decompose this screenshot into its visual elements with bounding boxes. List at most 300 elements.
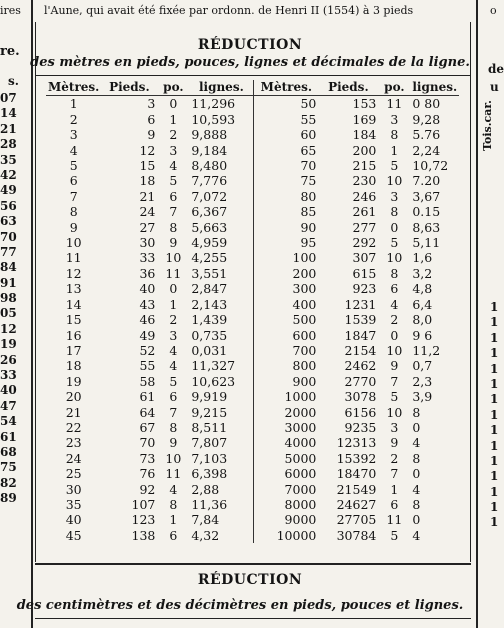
cell-lignes: 8,480 xyxy=(189,158,254,173)
cell-po: 0 xyxy=(169,96,178,112)
right-margin-value: 1 xyxy=(490,515,499,530)
left-margin-value: 05 xyxy=(0,306,17,321)
table1-grid xyxy=(46,80,459,543)
top-center-text: l'Aune, qui avait été fixée par ordonn. de Henri II (1554) à 3 pieds xyxy=(44,4,414,17)
cell-pieds-2: 246 xyxy=(352,188,377,204)
cell-metres-2: 800 xyxy=(292,358,317,374)
left-margin-value: 47 xyxy=(0,398,17,413)
cell-lignes: 10,623 xyxy=(189,374,254,389)
cell-po-2: 9 xyxy=(390,358,399,374)
left-margin-value: 61 xyxy=(0,429,17,444)
cell-pieds-2: 2462 xyxy=(344,358,377,374)
cell-metres-2: 80 xyxy=(300,188,317,204)
col-header-lignes-2: lignes. xyxy=(412,80,458,94)
cell-lignes: 11,296 xyxy=(189,96,254,112)
cell-pieds: 3 xyxy=(147,96,156,112)
cell-metres: 22 xyxy=(65,419,82,435)
left-column-rule xyxy=(31,0,33,628)
left-margin-value: 84 xyxy=(0,260,17,275)
cell-pieds-2: 21549 xyxy=(336,481,377,497)
cell-metres-2: 9000 xyxy=(284,512,317,528)
right-margin-value: 1 xyxy=(490,469,499,484)
left-margin-value: 42 xyxy=(0,167,17,182)
cell-lignes-2: 4 xyxy=(412,435,421,451)
left-margin-value: 07 xyxy=(0,91,17,105)
cell-po-2: 10 xyxy=(386,342,403,358)
right-margin-value: 1 xyxy=(490,484,499,499)
cell-metres-2: 95 xyxy=(300,235,317,251)
cell-metres-2: 200 xyxy=(292,265,317,281)
cell-lignes: 6,367 xyxy=(189,204,254,219)
cell-pieds: 49 xyxy=(139,327,156,343)
table-row xyxy=(46,235,459,250)
left-margin-value: 98 xyxy=(0,291,17,306)
table-row xyxy=(46,220,459,235)
cell-metres-2: 60 xyxy=(300,127,317,143)
cell-metres: 23 xyxy=(65,435,82,451)
cell-po: 3 xyxy=(169,327,178,343)
cell-lignes-2: 4,8 xyxy=(412,281,433,297)
right-margin-value: 1 xyxy=(490,438,499,453)
table-row xyxy=(46,297,459,312)
cell-pieds: 21 xyxy=(139,188,156,204)
cell-metres: 30 xyxy=(65,481,82,497)
cell-lignes-2: 9 6 xyxy=(412,327,433,343)
cell-po-2: 0 xyxy=(390,327,399,343)
cell-lignes-2: 10,72 xyxy=(412,158,449,174)
cell-lignes-2: 3,9 xyxy=(412,389,433,405)
cell-pieds-2: 9235 xyxy=(344,419,377,435)
col-header-metres: Mètres. xyxy=(48,80,100,94)
cell-lignes-2: 4 xyxy=(412,527,421,543)
right-margin-value: 1 xyxy=(490,453,499,468)
left-margin-value: 21 xyxy=(0,121,17,136)
cell-lignes-2: 0 xyxy=(412,466,421,482)
cell-metres-2: 700 xyxy=(292,342,317,358)
cell-pieds: 30 xyxy=(139,235,156,251)
left-margin-value: 68 xyxy=(0,444,17,459)
cell-metres: 2 xyxy=(69,111,78,127)
cell-metres: 5 xyxy=(69,158,78,174)
cell-po: 11 xyxy=(165,265,182,281)
right-margin-value: 1 xyxy=(490,315,499,330)
col-header-po-2: po. xyxy=(378,80,410,96)
cell-lignes-2: 1,6 xyxy=(412,250,433,266)
cell-metres-2: 400 xyxy=(292,296,317,312)
left-margin-title: re. xyxy=(0,44,20,59)
cell-po-2: 5 xyxy=(390,389,399,405)
cell-po-2: 3 xyxy=(390,188,399,204)
cell-lignes: 8,511 xyxy=(189,420,254,435)
cell-metres: 7 xyxy=(69,188,78,204)
cell-po: 7 xyxy=(169,404,178,420)
cell-lignes-2: 4 xyxy=(412,481,421,497)
left-column-rule-inner xyxy=(35,22,36,562)
table-row xyxy=(46,173,459,188)
cell-lignes: 9,215 xyxy=(189,405,254,420)
cell-pieds-2: 230 xyxy=(352,173,377,189)
cell-lignes: 7,103 xyxy=(189,451,254,466)
col-header-pieds-2: Pieds. xyxy=(318,80,378,96)
cell-lignes-2: 8,63 xyxy=(412,219,441,235)
cell-lignes: 4,32 xyxy=(189,528,254,543)
left-margin-value: 33 xyxy=(0,368,17,383)
cell-po: 1 xyxy=(169,296,178,312)
right-margin-value: 1 xyxy=(490,423,499,438)
cell-lignes-2: 8 xyxy=(412,496,421,512)
table-row xyxy=(46,204,459,219)
cell-metres: 12 xyxy=(65,265,82,281)
cell-pieds: 73 xyxy=(139,450,156,466)
table2-subtitle: des centimètres et des décimètres en pieds, pouces et lignes. xyxy=(16,598,464,613)
table2-title: RÉDUCTION xyxy=(197,572,303,588)
cell-metres-2: 500 xyxy=(292,312,317,328)
cell-po: 7 xyxy=(169,204,178,220)
cell-lignes-2: 2,24 xyxy=(412,142,441,158)
cell-pieds-2: 15392 xyxy=(336,450,377,466)
cell-lignes: 3,551 xyxy=(189,266,254,281)
cell-lignes-2: 2,3 xyxy=(412,373,433,389)
table-row xyxy=(46,512,459,527)
cell-lignes-2: 0 xyxy=(412,419,421,435)
left-margin-value: 77 xyxy=(0,244,17,259)
cell-po: 10 xyxy=(165,250,182,266)
cell-pieds-2: 1539 xyxy=(344,312,377,328)
cell-metres-2: 6000 xyxy=(284,466,317,482)
right-margin-value: 1 xyxy=(490,500,499,515)
cell-lignes-2: 11,2 xyxy=(412,342,441,358)
cell-lignes: 0,031 xyxy=(189,343,254,358)
cell-metres: 18 xyxy=(65,358,82,374)
table-row xyxy=(46,389,459,404)
cell-metres: 21 xyxy=(65,404,82,420)
cell-po-2: 6 xyxy=(390,281,399,297)
cell-lignes-2: 0,7 xyxy=(412,358,433,374)
col-header-pieds: Pieds. xyxy=(101,80,157,96)
left-margin-values xyxy=(0,91,16,507)
left-margin-value: 40 xyxy=(0,383,17,398)
cell-metres: 15 xyxy=(65,312,82,328)
table-row xyxy=(46,451,459,466)
table-row xyxy=(46,250,459,265)
left-margin-value: 89 xyxy=(0,491,17,506)
cell-metres: 40 xyxy=(65,512,82,528)
cell-po-2: 0 xyxy=(390,219,399,235)
cell-metres: 16 xyxy=(65,327,82,343)
cell-pieds: 33 xyxy=(139,250,156,266)
cell-lignes-2: 6,4 xyxy=(412,296,433,312)
cell-pieds: 61 xyxy=(139,389,156,405)
cell-po-2: 2 xyxy=(390,312,399,328)
table1-subtitle: des mètres en pieds, pouces, lignes et décimales de la ligne. xyxy=(30,55,470,70)
table1-top-rule xyxy=(35,75,471,76)
cell-lignes: 2,143 xyxy=(189,297,254,312)
left-margin-value: 82 xyxy=(0,475,17,490)
cell-lignes: 7,776 xyxy=(189,173,254,188)
cell-metres-2: 900 xyxy=(292,373,317,389)
table-row xyxy=(46,374,459,389)
cell-pieds: 107 xyxy=(131,496,156,512)
cell-metres-2: 75 xyxy=(300,173,317,189)
cell-po: 6 xyxy=(169,527,178,543)
cell-pieds-2: 184 xyxy=(352,127,377,143)
left-margin-value: 14 xyxy=(0,106,17,121)
cell-pieds-2: 615 xyxy=(352,265,377,281)
cell-po-2: 5 xyxy=(390,527,399,543)
cell-metres: 19 xyxy=(65,373,82,389)
right-margin-values xyxy=(490,300,500,531)
right-margin-value: 1 xyxy=(490,361,499,376)
cell-po: 5 xyxy=(169,373,178,389)
cell-po: 11 xyxy=(165,466,182,482)
cell-metres: 6 xyxy=(69,173,78,189)
left-margin-value: 91 xyxy=(0,275,17,290)
cell-pieds: 55 xyxy=(139,358,156,374)
cell-po-2: 6 xyxy=(390,496,399,512)
cell-metres: 1 xyxy=(69,96,78,112)
cell-po: 8 xyxy=(169,219,178,235)
cell-po-2: 11 xyxy=(386,512,403,528)
cell-pieds: 15 xyxy=(139,158,156,174)
cell-po: 4 xyxy=(169,158,178,174)
cell-po: 0 xyxy=(169,281,178,297)
cell-metres-2: 4000 xyxy=(284,435,317,451)
cell-lignes: 2,847 xyxy=(189,281,254,296)
cell-metres: 3 xyxy=(69,127,78,143)
col-header-lignes: lignes. xyxy=(189,80,254,96)
cell-po: 4 xyxy=(169,358,178,374)
cell-metres: 25 xyxy=(65,466,82,482)
cell-po-2: 2 xyxy=(390,450,399,466)
cell-metres-2: 10000 xyxy=(276,527,317,543)
cell-pieds-2: 923 xyxy=(352,281,377,297)
cell-po-2: 10 xyxy=(386,250,403,266)
left-margin-value: 70 xyxy=(0,229,17,244)
table1-header-row xyxy=(46,80,459,96)
cell-pieds-2: 292 xyxy=(352,235,377,251)
table-row xyxy=(46,466,459,481)
left-margin-value: 49 xyxy=(0,183,17,198)
right-column-rule xyxy=(476,0,478,628)
cell-lignes: 7,072 xyxy=(189,189,254,204)
table-row xyxy=(46,143,459,158)
left-margin-header: s. xyxy=(8,74,19,88)
cell-pieds-2: 307 xyxy=(352,250,377,266)
cell-pieds-2: 30784 xyxy=(336,527,377,543)
cell-po: 2 xyxy=(169,127,178,143)
cell-metres-2: 5000 xyxy=(284,450,317,466)
right-margin-value: 1 xyxy=(490,376,499,391)
cell-lignes-2: 7.20 xyxy=(412,173,441,189)
cell-po: 5 xyxy=(169,173,178,189)
cell-pieds-2: 169 xyxy=(352,111,377,127)
left-margin-value: 35 xyxy=(0,152,17,167)
cell-metres-2: 70 xyxy=(300,158,317,174)
cell-po-2: 4 xyxy=(390,296,399,312)
table1-title: RÉDUCTION xyxy=(197,37,303,53)
cell-lignes: 2,88 xyxy=(189,482,254,497)
cell-lignes: 9,184 xyxy=(189,143,254,158)
cell-metres-2: 55 xyxy=(300,111,317,127)
cell-pieds-2: 2770 xyxy=(344,373,377,389)
col-header-po: po. xyxy=(157,80,189,96)
cell-lignes: 4,255 xyxy=(189,250,254,265)
top-text-strip xyxy=(0,0,500,22)
cell-po: 1 xyxy=(169,111,178,127)
cell-po-2: 8 xyxy=(390,127,399,143)
cell-lignes-2: 5.76 xyxy=(412,127,441,143)
right-margin-value: 1 xyxy=(490,346,499,361)
cell-metres: 10 xyxy=(65,235,82,251)
right-margin-value: 1 xyxy=(490,300,499,314)
left-margin-value: 54 xyxy=(0,414,17,429)
table-row xyxy=(46,420,459,435)
cell-lignes: 4,959 xyxy=(189,235,254,250)
cell-lignes: 1,439 xyxy=(189,312,254,327)
cell-lignes-2: 0 xyxy=(412,512,421,528)
cell-pieds: 67 xyxy=(139,419,156,435)
cell-lignes-2: 9,28 xyxy=(412,111,441,127)
cell-pieds-2: 2154 xyxy=(344,342,377,358)
cell-metres-2: 2000 xyxy=(284,404,317,420)
cell-po: 8 xyxy=(169,496,178,512)
left-margin-value: 19 xyxy=(0,337,17,352)
cell-pieds-2: 6156 xyxy=(344,404,377,420)
table-row xyxy=(46,312,459,327)
cell-lignes-2: 3,2 xyxy=(412,265,433,281)
cell-pieds: 36 xyxy=(139,265,156,281)
cell-metres-2: 50 xyxy=(300,96,317,112)
table-row xyxy=(46,96,459,112)
cell-lignes: 9,888 xyxy=(189,127,254,142)
cell-metres: 45 xyxy=(65,527,82,543)
cell-metres: 8 xyxy=(69,204,78,220)
cell-metres: 35 xyxy=(65,496,82,512)
cell-po-2: 1 xyxy=(390,142,399,158)
left-margin-value: 26 xyxy=(0,352,17,367)
table-row xyxy=(46,328,459,343)
cell-pieds: 18 xyxy=(139,173,156,189)
right-margin-value: 1 xyxy=(490,392,499,407)
table-row xyxy=(46,497,459,512)
cell-lignes-2: 8 xyxy=(412,450,421,466)
cell-po: 1 xyxy=(169,512,178,528)
cell-pieds-2: 3078 xyxy=(344,389,377,405)
left-margin-value: 63 xyxy=(0,214,17,229)
cell-pieds: 43 xyxy=(139,296,156,312)
cell-pieds: 9 xyxy=(147,127,156,143)
cell-po-2: 8 xyxy=(390,204,399,220)
cell-metres-2: 65 xyxy=(300,142,317,158)
cell-po-2: 5 xyxy=(390,235,399,251)
table-row xyxy=(46,482,459,497)
cell-po: 6 xyxy=(169,188,178,204)
cell-po-2: 7 xyxy=(390,466,399,482)
top-left-fragment: ires xyxy=(0,4,21,17)
cell-po-2: 1 xyxy=(390,481,399,497)
table-row xyxy=(46,266,459,281)
cell-lignes: 7,807 xyxy=(189,435,254,450)
table-row xyxy=(46,343,459,358)
cell-po: 9 xyxy=(169,235,178,251)
cell-lignes: 6,398 xyxy=(189,466,254,481)
cell-pieds-2: 27705 xyxy=(336,512,377,528)
cell-lignes-2: 8 xyxy=(412,404,421,420)
table-row xyxy=(46,189,459,204)
cell-pieds-2: 215 xyxy=(352,158,377,174)
right-margin-fragment-1: de xyxy=(488,62,504,76)
cell-metres-2: 1000 xyxy=(284,389,317,405)
cell-po-2: 10 xyxy=(386,173,403,189)
table-row xyxy=(46,281,459,296)
cell-pieds: 123 xyxy=(131,512,156,528)
col-header-metres-2: Mètres. xyxy=(254,80,319,96)
cell-po-2: 8 xyxy=(390,265,399,281)
cell-metres: 9 xyxy=(69,219,78,235)
cell-pieds: 27 xyxy=(139,219,156,235)
cell-lignes: 11,36 xyxy=(189,497,254,512)
cell-lignes-2: 5,11 xyxy=(412,235,441,251)
table1-bottom-rule xyxy=(35,563,471,565)
cell-metres: 24 xyxy=(65,450,82,466)
cell-po: 9 xyxy=(169,435,178,451)
cell-po-2: 3 xyxy=(390,111,399,127)
cell-po: 4 xyxy=(169,342,178,358)
cell-po: 8 xyxy=(169,419,178,435)
cell-metres: 14 xyxy=(65,296,82,312)
cell-metres: 17 xyxy=(65,342,82,358)
cell-po: 10 xyxy=(165,450,182,466)
cell-pieds-2: 12313 xyxy=(336,435,377,451)
cell-po: 4 xyxy=(169,481,178,497)
table-row xyxy=(46,405,459,420)
cell-metres: 11 xyxy=(65,250,82,266)
cell-pieds-2: 1231 xyxy=(344,296,377,312)
cell-lignes-2: 0.15 xyxy=(412,204,441,220)
cell-pieds-2: 277 xyxy=(352,219,377,235)
cell-pieds: 92 xyxy=(139,481,156,497)
cell-pieds: 6 xyxy=(147,111,156,127)
cell-pieds: 40 xyxy=(139,281,156,297)
left-margin-value: 56 xyxy=(0,198,17,213)
cell-pieds: 52 xyxy=(139,342,156,358)
table-row xyxy=(46,112,459,127)
cell-metres-2: 7000 xyxy=(284,481,317,497)
cell-pieds: 46 xyxy=(139,312,156,328)
right-margin-value: 1 xyxy=(490,407,499,422)
right-margin-fragment-2: u xyxy=(490,80,499,94)
cell-po-2: 9 xyxy=(390,435,399,451)
cell-metres-2: 90 xyxy=(300,219,317,235)
table-row xyxy=(46,528,459,543)
cell-metres: 4 xyxy=(69,142,78,158)
cell-pieds: 58 xyxy=(139,373,156,389)
cell-pieds: 24 xyxy=(139,204,156,220)
cell-metres: 20 xyxy=(65,389,82,405)
cell-lignes: 5,663 xyxy=(189,220,254,235)
cell-pieds-2: 1847 xyxy=(344,327,377,343)
cell-metres-2: 3000 xyxy=(284,419,317,435)
cell-pieds-2: 153 xyxy=(352,96,377,112)
cell-po: 2 xyxy=(169,312,178,328)
cell-pieds-2: 18470 xyxy=(336,466,377,482)
cell-po-2: 3 xyxy=(390,419,399,435)
cell-lignes-2: 8,0 xyxy=(412,312,433,328)
table-row xyxy=(46,158,459,173)
cell-metres: 13 xyxy=(65,281,82,297)
top-right-fragment: o xyxy=(490,4,497,17)
cell-lignes: 0,735 xyxy=(189,328,254,343)
